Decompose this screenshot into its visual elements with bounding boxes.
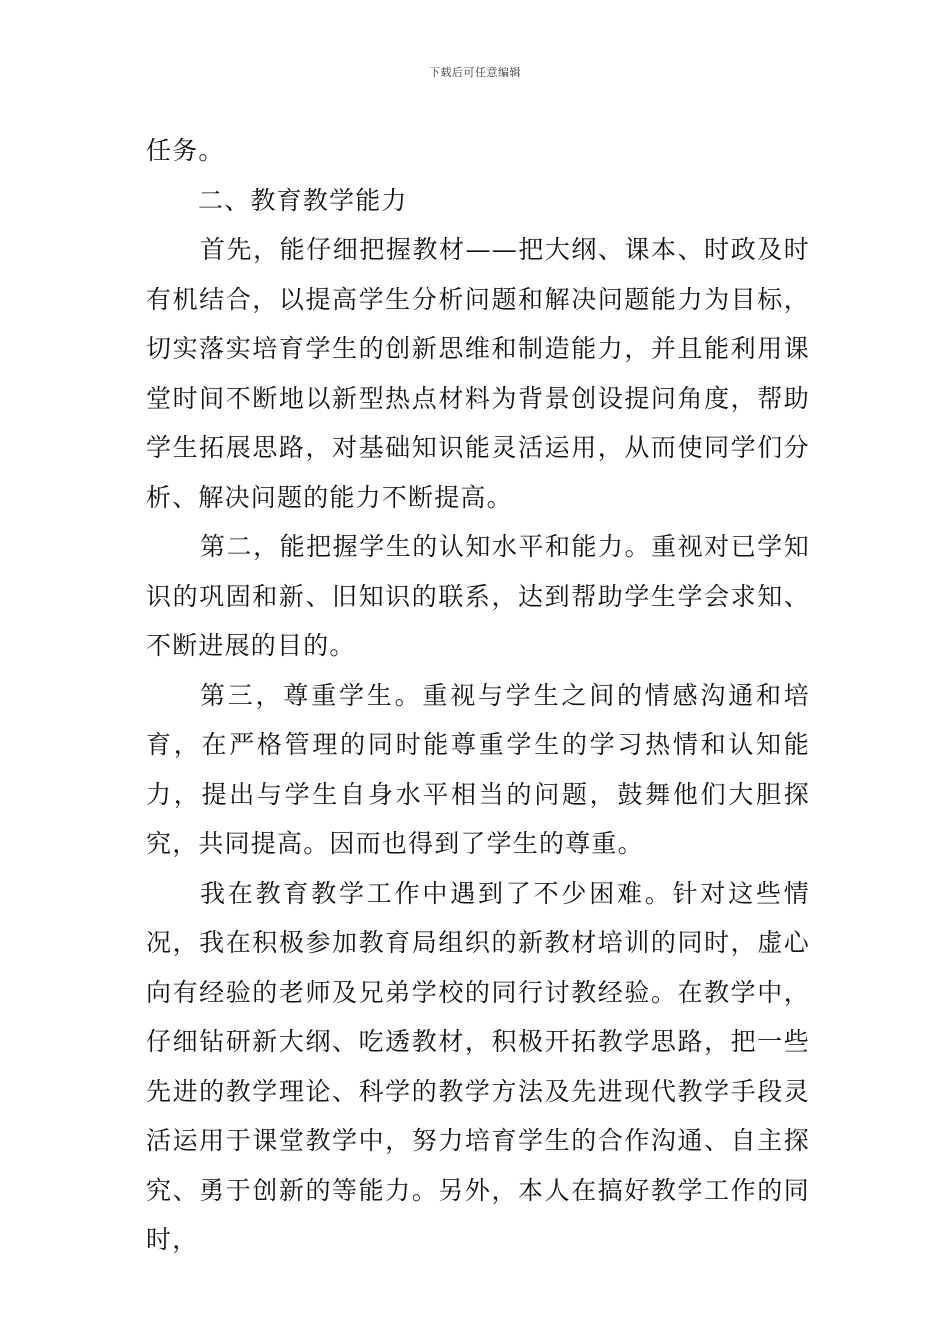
paragraph-continuation: 任务。 (146, 136, 225, 165)
section-heading: 二、教育教学能力 (198, 185, 408, 215)
paragraph-difficulties: 我在教育教学工作中遇到了不少困难。针对这些情况，我在积极参加教育局组织的新教材培训的同时，虚心向有经验的老师及兄弟学校的同行讨教经验。在教学中，仔细钻研新大纲、吃透教材，积极开拓教学思路，把一些先进的教学理论、科学的教学方法及先进现代教学手段灵活运用于课堂教学中，努力培育学生的合作沟通、自主探究、勇于创新的等能力。另外，本人在搞好教学工作的同时， (146, 878, 810, 1254)
paragraph-first: 首先，能仔细把握教材——把大纲、课本、时政及时有机结合，以提高学生分析问题和解决问题能力为目标，切实落实培育学生的创新思维和制造能力，并且能利用课堂时间不断地以新型热点材料为背景创设提问角度，帮助学生拓展思路，对基础知识能灵活运用，从而使同学们分析、解决问题的能力不断提高。 (146, 235, 810, 512)
document-body (146, 126, 810, 1265)
paragraph-third: 第三，尊重学生。重视与学生之间的情感沟通和培育，在严格管理的同时能尊重学生的学习热情和认知能力，提出与学生自身水平相当的问题，鼓舞他们大胆探究，共同提高。因而也得到了学生的尊重。 (146, 680, 810, 858)
paragraph-second: 第二，能把握学生的认知水平和能力。重视对已学知识的巩固和新、旧知识的联系，达到帮助学生学会求知、不断进展的目的。 (146, 532, 810, 660)
page-header: 下载后可任意编辑 (429, 66, 521, 79)
